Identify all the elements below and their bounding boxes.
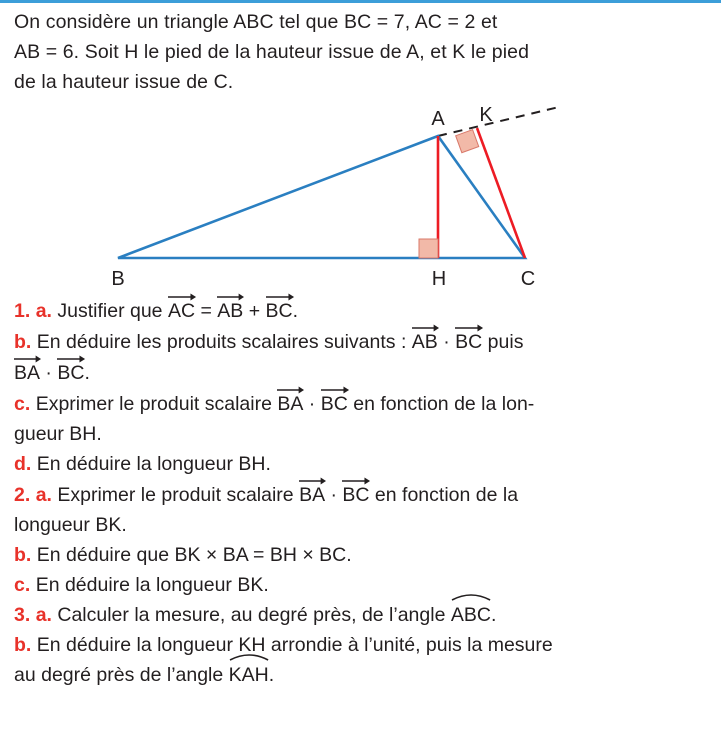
question-1a-text: Justifier que [57, 300, 168, 322]
question-3a [14, 600, 707, 630]
questions-list [14, 295, 707, 690]
question-2b-text: En déduire que BK × BA = BH × BC. [36, 544, 352, 566]
question-3-number: 3. [14, 604, 31, 626]
vector-ba: BA [14, 357, 40, 388]
question-1b: b. En déduire les produits scalaires suivants : AB · BC puis BA · BC. [14, 326, 707, 388]
triangle-figure [14, 103, 707, 293]
angle-abc: ABC [451, 600, 491, 630]
question-3b-letter: b. [14, 634, 32, 656]
question-1c-text-after: en fonction de la lon- [347, 393, 535, 415]
question-3a-text-after: . [490, 604, 497, 626]
label-h: H [431, 268, 447, 290]
question-2a-letter: a. [35, 484, 52, 506]
vector-bc-5: BC [342, 479, 369, 510]
question-2a-text-before: Exprimer le produit scalaire [57, 484, 300, 506]
question-3b [14, 630, 707, 690]
question-2-number: 2. [14, 484, 31, 506]
intro-line-3: de la hauteur issue de C. [14, 71, 234, 93]
question-1d [14, 449, 707, 479]
question-1a-end: . [292, 300, 299, 322]
question-2c [14, 570, 707, 600]
vector-bc: BC [266, 295, 293, 326]
question-3b-text-after: . [268, 664, 275, 686]
question-3b-line1: En déduire la longueur KH arrondie à l’unité, puis la mesure [36, 634, 553, 656]
label-k: K [479, 104, 493, 126]
vector-bc-4: BC [321, 388, 348, 419]
vector-ac: AC [168, 295, 195, 326]
question-2b-letter: b. [14, 544, 32, 566]
question-2a-text-after: en fonction de la [369, 484, 519, 506]
question-1b-text: En déduire les produits scalaires suivants : [36, 331, 412, 353]
intro-paragraph [14, 0, 707, 97]
question-2a-line2: longueur BK. [14, 514, 127, 536]
label-c: C [520, 268, 536, 290]
question-1c: c. Exprimer le produit scalaire BA · BC en fonction de la lon- gueur BH. [14, 388, 707, 449]
right-angle-marker-k [456, 130, 479, 153]
label-a: A [431, 108, 445, 130]
angle-kah: KAH [229, 660, 269, 690]
question-2b [14, 540, 707, 570]
question-1c-line2: gueur BH. [14, 423, 102, 445]
question-3b-text-before: au degré près de l’angle [14, 664, 229, 686]
top-divider [0, 0, 721, 3]
vector-bc-3: BC [57, 357, 84, 388]
vector-ba-2: BA [277, 388, 303, 419]
question-1b-letter: b. [14, 331, 32, 353]
triangle-abc [118, 136, 525, 258]
intro-line-1: On considère un triangle ABC tel que BC = 7, AC = 2 et [14, 11, 498, 33]
question-2a: 2. a. Exprimer le produit scalaire BA · BC en fonction de la longueur BK. [14, 479, 707, 540]
vector-ab-2: AB [412, 326, 438, 357]
intro-line-2: AB = 6. Soit H le pied de la hauteur issue de A, et K le pied [14, 41, 530, 63]
height-ck [477, 128, 525, 258]
question-1b-end: . [84, 362, 90, 384]
question-1b-mid: puis [482, 331, 524, 353]
question-3b-line2 [14, 660, 707, 690]
question-1a: 1. a. Justifier que AC = AB + BC. [14, 295, 707, 326]
question-2c-letter: c. [14, 574, 31, 596]
question-1d-text: En déduire la longueur BH. [36, 453, 271, 475]
question-1b-line2: BA · BC. [14, 357, 707, 388]
vector-bc-2: BC [455, 326, 482, 357]
question-1a-letter: a. [35, 300, 52, 322]
vector-ab: AB [217, 295, 243, 326]
question-2c-text: En déduire la longueur BK. [35, 574, 269, 596]
label-b: B [111, 268, 125, 290]
vector-ba-3: BA [299, 479, 325, 510]
question-1d-letter: d. [14, 453, 32, 475]
dashed-extension-line [438, 107, 559, 136]
question-3a-letter: a. [35, 604, 52, 626]
question-1-number: 1. [14, 300, 31, 322]
question-1c-letter: c. [14, 393, 31, 415]
right-angle-marker-h [419, 239, 438, 258]
question-1c-text-before: Exprimer le produit scalaire [35, 393, 278, 415]
question-3a-text-before: Calculer la mesure, au degré près, de l’angle [57, 604, 451, 626]
